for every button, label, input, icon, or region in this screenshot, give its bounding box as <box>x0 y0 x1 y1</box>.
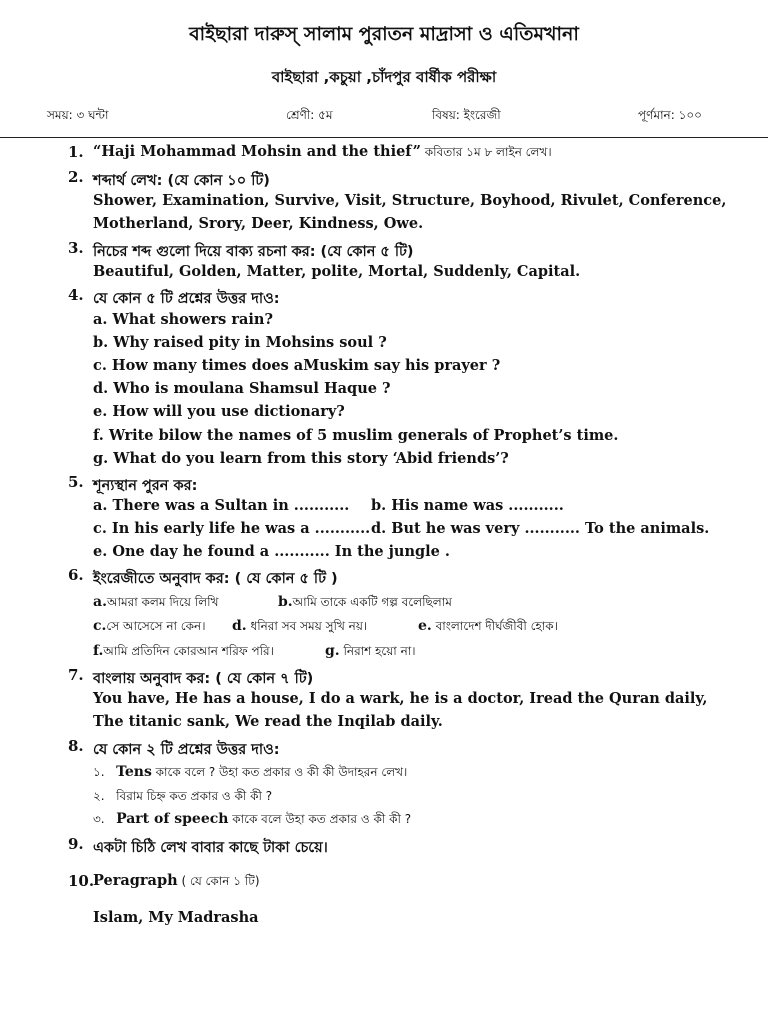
question-number: 10. <box>68 872 95 890</box>
exam-time: সময়: ৩ ঘন্টা <box>47 108 109 122</box>
question-1-instruction: কবিতার ১ম ৮ লাইন লেখ। <box>420 145 552 159</box>
translate-item-c: c.সে আসেসে না কেন। <box>93 618 206 634</box>
paragraph-topics: Islam, My Madrasha <box>93 909 259 926</box>
grammar-question-3: ৩. Part of speech কাকে বলে উহা কত প্রকার ও কী কী ? <box>93 811 412 827</box>
grammar-question-1: ১. Tens কাকে বলে ? উহা কত প্রকার ও কী কী উদাহরন লেখ। <box>93 764 408 780</box>
word-list-line: Beautiful, Golden, Matter, polite, Mortal, Suddenly, Capital. <box>93 263 581 280</box>
exam-subject: বিষয়: ইংরেজী <box>432 108 501 122</box>
translate-item-b: b.আমি তাকে একটি গল্প বলেছিলাম <box>278 594 452 610</box>
school-name: বাইছারা দারুস্ সালাম পুরাতন মাদ্রাসা ও এতিমখানা <box>189 23 579 45</box>
question-6-instruction: ইংরেজীতে অনুবাদ কর: ( যে কোন ৫ টি ) <box>93 571 338 587</box>
question-7-instruction: বাংলায় অনুবাদ কর: ( যে কোন ৭ টি) <box>93 671 314 687</box>
list-item: c. How many times does aMuskim say his prayer ? <box>93 357 501 374</box>
question-1 <box>93 143 552 164</box>
question-number: 7. <box>68 666 84 684</box>
question-number: 3. <box>68 239 84 257</box>
grammar-question-2: ২. বিরাম চিহ্ন কত প্রকার ও কী কী ? <box>93 789 273 803</box>
fill-blank-b: b. His name was ........... <box>371 497 564 514</box>
header-divider <box>0 137 768 138</box>
sentence-list-line: You have, He has a house, I do a wark, he is a doctor, Iread the Quran daily, <box>93 690 708 707</box>
exam-class: শ্রেণী: ৫ম <box>286 108 333 122</box>
fill-blank-a: a. There was a Sultan in ........... <box>93 497 350 514</box>
translate-item-a: a.আমরা কলম দিয়ে লিখি <box>93 594 219 610</box>
sentence-list-line: The titanic sank, We read the Inqilab daily. <box>93 713 443 730</box>
question-4-instruction: যে কোন ৫ টি প্রশ্নের উত্তর দাও: <box>93 291 280 307</box>
translate-item-e: e. বাংলাদেশ দীর্ঘজীবী হোক। <box>418 618 558 634</box>
fill-blank-c: c. In his early life he was a ........... <box>93 520 371 537</box>
question-5-instruction: শূন্যস্থান পুরন কর: <box>93 478 198 494</box>
list-item: b. Why raised pity in Mohsins soul ? <box>93 334 387 351</box>
translate-item-g: g. নিরাশ হয়ো না। <box>325 643 416 659</box>
word-list-line: Shower, Examination, Survive, Visit, Structure, Boyhood, Rivulet, Conference, <box>93 192 727 209</box>
question-number: 4. <box>68 286 84 304</box>
question-2-instruction: শব্দার্থ লেখ: (যে কোন ১০ টি) <box>93 173 270 189</box>
translate-item-d: d. ধনিরা সব সময় সুখি নয়। <box>232 618 368 634</box>
fill-blank-e: e. One day he found a ........... In the jungle . <box>93 543 450 560</box>
list-item: g. What do you learn from this story ‘Abid friends’? <box>93 450 509 467</box>
list-item: f. Write bilow the names of 5 muslim generals of Prophet’s time. <box>93 427 619 444</box>
word-list-line: Motherland, Srory, Deer, Kindness, Owe. <box>93 215 424 232</box>
question-3-instruction: নিচের শব্দ গুলো দিয়ে বাক্য রচনা কর: (যে কোন ৫ টি) <box>93 244 414 260</box>
fill-blank-d: d. But he was very ........... To the animals. <box>371 520 710 537</box>
exam-name: বাইছারা ,কচুয়া ,চাঁদপুর বার্ষীক পরীক্ষা <box>271 68 497 86</box>
question-number: 5. <box>68 473 84 491</box>
poem-title: “Haji Mohammad Mohsin and the thief” <box>93 143 421 160</box>
question-number: 1. <box>68 143 84 161</box>
question-number: 8. <box>68 737 84 755</box>
list-item: d. Who is moulana Shamsul Haque ? <box>93 380 391 397</box>
list-item: a. What showers rain? <box>93 311 273 328</box>
question-number: 9. <box>68 835 84 853</box>
translate-item-f: f.আমি প্রতিদিন কোরআন শরিফ পরি। <box>93 643 274 659</box>
question-10: Peragraph ( যে কোন ১ টি) <box>93 872 260 889</box>
question-9-instruction: একটা চিঠি লেখ বাবার কাছে টাকা চেয়ে। <box>93 840 328 856</box>
question-number: 2. <box>68 168 84 186</box>
question-8-instruction: যে কোন ২ টি প্রশ্নের উত্তর দাও: <box>93 742 280 758</box>
question-number: 6. <box>68 566 84 584</box>
full-marks: পূর্ণমান: ১০০ <box>638 108 702 122</box>
list-item: e. How will you use dictionary? <box>93 403 345 420</box>
